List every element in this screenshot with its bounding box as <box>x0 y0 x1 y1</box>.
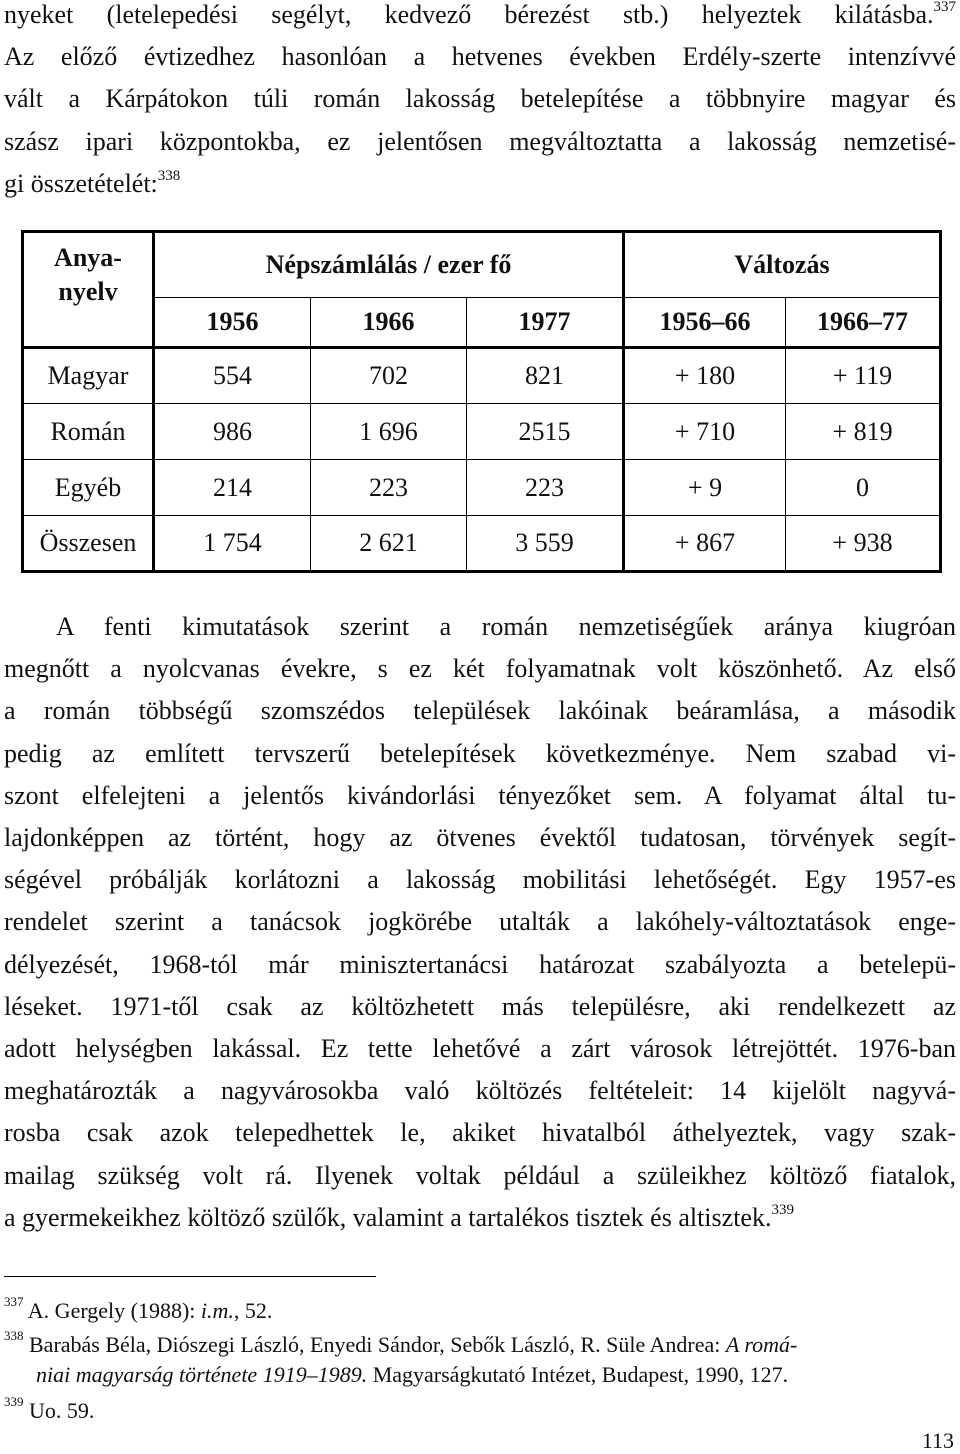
body-line: léseket. 1971-től csak az költözhetett más településre, aki rendelkezett az <box>4 991 956 1021</box>
table-cell: 0 <box>786 460 941 516</box>
table-cell: 986 <box>154 404 311 460</box>
row-label: Román <box>23 404 154 460</box>
body-line: A fenti kimutatások szerint a román nemzetiségűek aránya kiugróan <box>56 612 956 641</box>
body-line: rosba csak azok telepedhettek le, akiket hivatalból áthelyeztek, vagy szak- <box>4 1118 956 1148</box>
footnote-number: 339 <box>4 1393 24 1409</box>
group-header-census: Népszámlálás / ezer fő <box>154 232 624 298</box>
col-header-language: Anya- nyelv <box>23 232 154 348</box>
body-line: adott helységben lakással. Ez tette lehetővé a zárt városok létrejöttét. 1976-ban <box>4 1034 956 1064</box>
table-cell: 1 696 <box>311 404 467 460</box>
footnote-number: 338 <box>4 1327 24 1343</box>
table-row <box>23 460 941 516</box>
body-line: délyezését, 1968-tól már minisztertanácsi határozat szabályozta a betelepü- <box>4 949 956 979</box>
footnote-337: $^{337}$ A. Gergely (1988): i.m., 52. <box>4 1293 273 1323</box>
table-cell: 2 621 <box>311 516 467 572</box>
footnote-339: $^{339}$ Uo. 59. <box>4 1393 95 1423</box>
page-number: 113 <box>921 1428 954 1453</box>
table-cell: 702 <box>311 348 467 404</box>
table-cell: + 119 <box>786 348 941 404</box>
table-cell: + 938 <box>786 516 941 572</box>
table-cell: 554 <box>154 348 311 404</box>
body-line: pedig az említett tervszerű betelepítések következménye. Nem szabad vi- <box>4 738 956 768</box>
body-paragraph <box>4 606 956 1239</box>
intro-paragraph <box>4 0 956 205</box>
census-table <box>21 230 942 573</box>
body-line: lajdonképpen az történt, hogy az ötvenes évektől tudatosan, törvények segít- <box>4 823 956 853</box>
table-cell: + 867 <box>624 516 786 572</box>
intro-line: szász ipari központokba, ez jelentősen megváltoztatta a lakosság nemzetisé- <box>4 126 956 156</box>
row-label: Összesen <box>39 528 137 557</box>
table-row <box>23 516 941 572</box>
body-line: szont elfelejteni a jelentős kivándorlási tényezőket sem. A folyamat által tu- <box>4 780 956 810</box>
intro-line: vált a Kárpátokon túli román lakosság betelepítése a többnyire magyar és <box>4 84 956 114</box>
intro-line: gi összetételét:$^{338}$ <box>4 168 181 198</box>
body-line: meghatározták a nagyvárosokba való költözés feltételeit: 14 kijelölt nagyvá- <box>4 1076 956 1106</box>
body-line: mailag szükség volt rá. Ilyenek voltak például a szüleikhez költöző fiatalok, <box>4 1160 956 1190</box>
year-header: 1956–66 <box>624 298 786 348</box>
table-cell: + 819 <box>786 404 941 460</box>
year-header: 1966–77 <box>786 298 941 348</box>
body-line: a gyermekeikhez költöző szülők, valamint a tartalékos tisztek és altisztek.$^{339}$ <box>4 1202 794 1232</box>
row-label: Egyéb <box>23 460 154 516</box>
footnote-ref[interactable]: 337 <box>933 0 956 16</box>
table-cell: 214 <box>154 460 311 516</box>
year-header: 1977 <box>467 298 624 348</box>
body-line: megnőtt a nyolcvanas évekre, s ez két folyamatnak volt köszönhető. Az első <box>4 654 956 684</box>
table-cell: + 710 <box>624 404 786 460</box>
table-row <box>23 404 941 460</box>
intro-line: nyeket (letelepedési segélyt, kedvező bérezést stb.) helyeztek kilátásba.$^{337}$ <box>4 0 956 29</box>
body-line: rendelet szerint a tanácsok jogkörébe utalták a lakóhely-változtatások enge- <box>4 907 956 937</box>
footnote-338: $^{338}$ Barabás Béla, Diószegi László, Enyedi Sándor, Sebők László, R. Süle Andrea: A romá- niai magyarság története 1919–1989. Magyarságkutató Intézet, Budapest, 1990, 127. <box>4 1327 798 1387</box>
body-line: a román többségű szomszédos települések lakóinak beáramlása, a második <box>4 696 956 726</box>
table-cell: 223 <box>311 460 467 516</box>
group-header-change: Változás <box>624 232 941 298</box>
footnote-ref[interactable]: 339 <box>771 1202 794 1219</box>
table-cell: 1 754 <box>154 516 311 572</box>
table-cell: 2515 <box>467 404 624 460</box>
body-line: ségével próbálják korlátozni a lakosság mobilitási lehetőségét. Egy 1957-es <box>4 865 956 895</box>
table-cell: 223 <box>467 460 624 516</box>
table-row <box>23 348 941 404</box>
table-cell: 3 559 <box>467 516 624 572</box>
footnote-number: 337 <box>4 1293 24 1309</box>
table-cell: 821 <box>467 348 624 404</box>
table-cell: + 180 <box>624 348 786 404</box>
year-header: 1966 <box>311 298 467 348</box>
table-cell: + 9 <box>624 460 786 516</box>
footnote-ref[interactable]: 338 <box>157 168 181 185</box>
year-header: 1956 <box>154 298 311 348</box>
footnote-separator <box>4 1276 376 1277</box>
intro-line: Az előző évtizedhez hasonlóan a hetvenes években Erdély-szerte intenzívvé <box>4 42 956 72</box>
row-label: Magyar <box>23 348 154 404</box>
